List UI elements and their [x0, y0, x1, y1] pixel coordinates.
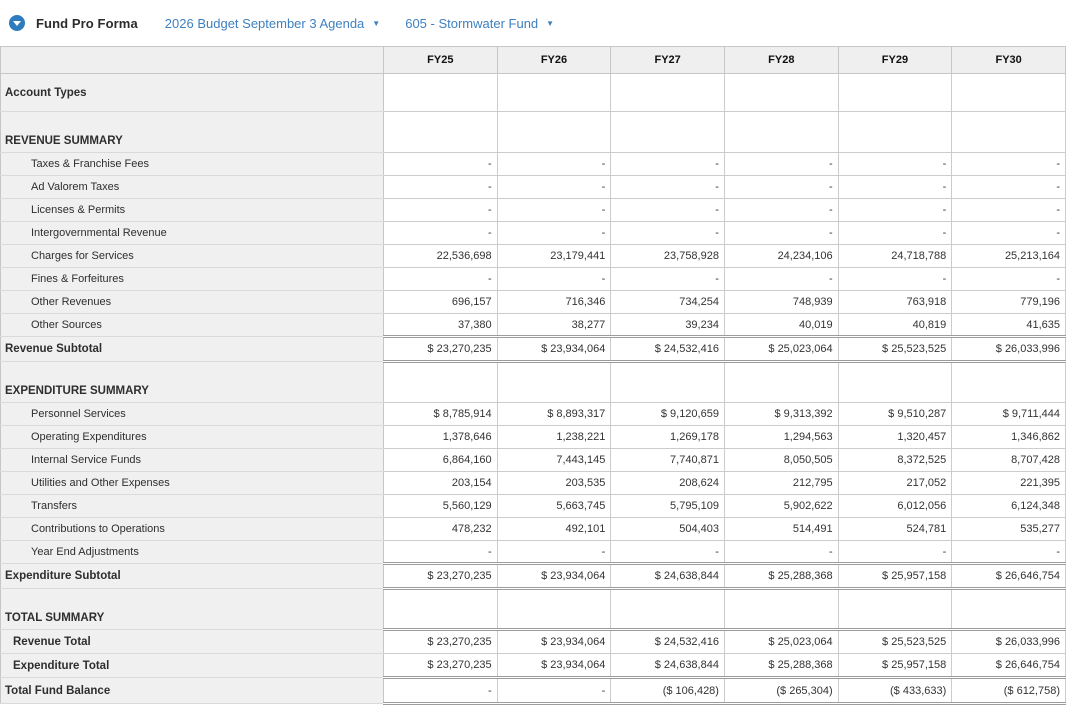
cell-value: -: [497, 268, 611, 291]
cell-value: -: [952, 153, 1066, 176]
table-row: [1, 291, 1066, 314]
table-row: [1, 199, 1066, 222]
cell-value: [952, 589, 1066, 630]
row-label: REVENUE SUMMARY: [1, 112, 384, 153]
cell-value: 8,707,428: [952, 449, 1066, 472]
row-label: Charges for Services: [1, 245, 384, 268]
cell-value: 7,740,871: [611, 449, 725, 472]
cell-value: -: [384, 678, 498, 704]
cell-value: 1,378,646: [384, 426, 498, 449]
down-triangle-icon: [13, 21, 21, 26]
cell-value: -: [384, 153, 498, 176]
cell-value: -: [384, 176, 498, 199]
cell-value: 24,234,106: [724, 245, 838, 268]
cell-value: $ 23,270,235: [384, 337, 498, 362]
cell-value: [497, 362, 611, 403]
cell-value: 1,269,178: [611, 426, 725, 449]
cell-value: $ 26,646,754: [952, 654, 1066, 678]
cell-value: 504,403: [611, 518, 725, 541]
cell-value: $ 9,510,287: [838, 403, 952, 426]
cell-value: $ 23,934,064: [497, 630, 611, 654]
header-row: [1, 47, 1066, 74]
cell-value: 1,238,221: [497, 426, 611, 449]
table-row: [1, 495, 1066, 518]
table-row: [1, 449, 1066, 472]
cell-value: -: [497, 541, 611, 564]
cell-value: 734,254: [611, 291, 725, 314]
cell-value: [838, 589, 952, 630]
row-label: Taxes & Franchise Fees: [1, 153, 384, 176]
cell-value: [952, 74, 1066, 112]
row-label: Utilities and Other Expenses: [1, 472, 384, 495]
cell-value: $ 23,270,235: [384, 630, 498, 654]
cell-value: 23,179,441: [497, 245, 611, 268]
cell-value: 24,718,788: [838, 245, 952, 268]
cell-value: 524,781: [838, 518, 952, 541]
cell-value: $ 23,934,064: [497, 654, 611, 678]
cell-value: [611, 74, 725, 112]
cell-value: $ 23,270,235: [384, 654, 498, 678]
cell-value: -: [838, 199, 952, 222]
cell-value: $ 9,711,444: [952, 403, 1066, 426]
cell-value: 478,232: [384, 518, 498, 541]
table-row: [1, 153, 1066, 176]
cell-value: -: [724, 268, 838, 291]
table-row: [1, 245, 1066, 268]
cell-value: -: [838, 541, 952, 564]
cell-value: 25,213,164: [952, 245, 1066, 268]
cell-value: -: [838, 176, 952, 199]
cell-value: 6,124,348: [952, 495, 1066, 518]
cell-value: -: [952, 268, 1066, 291]
cell-value: -: [611, 176, 725, 199]
row-label: Personnel Services: [1, 403, 384, 426]
cell-value: -: [497, 222, 611, 245]
cell-value: [838, 112, 952, 153]
column-header: FY28: [724, 47, 838, 74]
cell-value: 7,443,145: [497, 449, 611, 472]
table-row: [1, 74, 1066, 112]
cell-value: $ 9,120,659: [611, 403, 725, 426]
cell-value: ($ 265,304): [724, 678, 838, 704]
cell-value: -: [497, 678, 611, 704]
cell-value: -: [724, 222, 838, 245]
cell-value: $ 23,934,064: [497, 564, 611, 589]
cell-value: [497, 589, 611, 630]
cell-value: [497, 112, 611, 153]
cell-value: $ 25,957,158: [838, 564, 952, 589]
cell-value: [952, 112, 1066, 153]
fund-dropdown[interactable]: [405, 16, 554, 31]
table-row: [1, 518, 1066, 541]
cell-value: 217,052: [838, 472, 952, 495]
cell-value: -: [611, 222, 725, 245]
cell-value: 535,277: [952, 518, 1066, 541]
cell-value: $ 24,532,416: [611, 630, 725, 654]
table-row: [1, 630, 1066, 654]
cell-value: -: [611, 199, 725, 222]
cell-value: -: [952, 541, 1066, 564]
table-row: [1, 403, 1066, 426]
cell-value: [838, 74, 952, 112]
collapse-panel-icon[interactable]: [9, 15, 25, 31]
cell-value: 1,320,457: [838, 426, 952, 449]
table-row: [1, 112, 1066, 153]
cell-value: -: [384, 199, 498, 222]
cell-value: [724, 74, 838, 112]
row-label: Contributions to Operations: [1, 518, 384, 541]
cell-value: [611, 112, 725, 153]
cell-value: [952, 362, 1066, 403]
row-label: Other Revenues: [1, 291, 384, 314]
table-row: [1, 564, 1066, 589]
cell-value: $ 23,270,235: [384, 564, 498, 589]
cell-value: 212,795: [724, 472, 838, 495]
table-row: [1, 268, 1066, 291]
cell-value: [497, 74, 611, 112]
cell-value: 22,536,698: [384, 245, 498, 268]
cell-value: 208,624: [611, 472, 725, 495]
cell-value: $ 25,023,064: [724, 337, 838, 362]
row-label: Fines & Forfeitures: [1, 268, 384, 291]
cell-value: [838, 362, 952, 403]
row-label: Operating Expenditures: [1, 426, 384, 449]
cell-value: -: [724, 541, 838, 564]
row-label: Account Types: [1, 74, 384, 112]
cell-value: $ 9,313,392: [724, 403, 838, 426]
cell-value: $ 25,523,525: [838, 630, 952, 654]
cell-value: -: [497, 176, 611, 199]
chevron-down-icon: ▼: [372, 19, 381, 28]
pro-forma-table: [0, 46, 1066, 705]
row-label: Year End Adjustments: [1, 541, 384, 564]
cell-value: [384, 112, 498, 153]
cell-value: -: [952, 222, 1066, 245]
cell-value: 716,346: [497, 291, 611, 314]
cell-value: [611, 362, 725, 403]
cell-value: 748,939: [724, 291, 838, 314]
chevron-down-icon: ▼: [546, 19, 555, 28]
cell-value: [384, 74, 498, 112]
cell-value: [384, 589, 498, 630]
cell-value: ($ 612,758): [952, 678, 1066, 704]
row-label: Ad Valorem Taxes: [1, 176, 384, 199]
table-row: [1, 176, 1066, 199]
table-row: [1, 337, 1066, 362]
column-header: FY29: [838, 47, 952, 74]
cell-value: $ 25,957,158: [838, 654, 952, 678]
table-row: [1, 678, 1066, 704]
cell-value: 5,902,622: [724, 495, 838, 518]
table-row: [1, 654, 1066, 678]
cell-value: 41,635: [952, 314, 1066, 337]
cell-value: 38,277: [497, 314, 611, 337]
cell-value: $ 8,893,317: [497, 403, 611, 426]
table-row: [1, 314, 1066, 337]
cell-value: -: [497, 199, 611, 222]
row-label: EXPENDITURE SUMMARY: [1, 362, 384, 403]
cell-value: -: [952, 199, 1066, 222]
row-label: Expenditure Total: [1, 654, 384, 678]
table-header: [1, 47, 1066, 74]
cell-value: 6,012,056: [838, 495, 952, 518]
cell-value: 39,234: [611, 314, 725, 337]
cell-value: $ 25,288,368: [724, 564, 838, 589]
cell-value: 1,346,862: [952, 426, 1066, 449]
cell-value: [724, 362, 838, 403]
row-label: Revenue Total: [1, 630, 384, 654]
table-row: [1, 222, 1066, 245]
corner-header-cell: [1, 47, 384, 74]
cell-value: 203,535: [497, 472, 611, 495]
cell-value: [724, 112, 838, 153]
cell-value: $ 24,638,844: [611, 564, 725, 589]
cell-value: -: [838, 268, 952, 291]
cell-value: 514,491: [724, 518, 838, 541]
row-label: Expenditure Subtotal: [1, 564, 384, 589]
cell-value: $ 26,033,996: [952, 630, 1066, 654]
cell-value: 221,395: [952, 472, 1066, 495]
cell-value: -: [611, 541, 725, 564]
row-label: Transfers: [1, 495, 384, 518]
cell-value: 6,864,160: [384, 449, 498, 472]
cell-value: 40,019: [724, 314, 838, 337]
cell-value: 8,372,525: [838, 449, 952, 472]
cell-value: $ 24,532,416: [611, 337, 725, 362]
cell-value: 779,196: [952, 291, 1066, 314]
cell-value: 763,918: [838, 291, 952, 314]
cell-value: 203,154: [384, 472, 498, 495]
cell-value: $ 25,523,525: [838, 337, 952, 362]
table-row: [1, 589, 1066, 630]
cell-value: $ 24,638,844: [611, 654, 725, 678]
cell-value: -: [611, 153, 725, 176]
cell-value: $ 23,934,064: [497, 337, 611, 362]
cell-value: [384, 362, 498, 403]
table-row: [1, 426, 1066, 449]
cell-value: 40,819: [838, 314, 952, 337]
column-header: FY26: [497, 47, 611, 74]
column-header: FY27: [611, 47, 725, 74]
cell-value: 37,380: [384, 314, 498, 337]
cell-value: 8,050,505: [724, 449, 838, 472]
top-bar: [0, 0, 1066, 46]
fund-dropdown-label: 605 - Stormwater Fund: [405, 15, 539, 31]
table-row: [1, 472, 1066, 495]
cell-value: [724, 589, 838, 630]
cell-value: -: [384, 222, 498, 245]
cell-value: -: [724, 199, 838, 222]
cell-value: -: [838, 153, 952, 176]
row-label: Other Sources: [1, 314, 384, 337]
row-label: Licenses & Permits: [1, 199, 384, 222]
row-label: Intergovernmental Revenue: [1, 222, 384, 245]
cell-value: 23,758,928: [611, 245, 725, 268]
cell-value: $ 25,023,064: [724, 630, 838, 654]
column-header: FY30: [952, 47, 1066, 74]
pro-forma-table-body: [1, 74, 1066, 704]
table-row: [1, 362, 1066, 403]
row-label: Revenue Subtotal: [1, 337, 384, 362]
row-label: Total Fund Balance: [1, 678, 384, 704]
cell-value: -: [952, 176, 1066, 199]
cell-value: [611, 589, 725, 630]
cell-value: 5,560,129: [384, 495, 498, 518]
cell-value: 5,663,745: [497, 495, 611, 518]
cell-value: 696,157: [384, 291, 498, 314]
cell-value: 492,101: [497, 518, 611, 541]
cell-value: ($ 433,633): [838, 678, 952, 704]
cell-value: ($ 106,428): [611, 678, 725, 704]
row-label: Internal Service Funds: [1, 449, 384, 472]
cell-value: -: [611, 268, 725, 291]
cell-value: 5,795,109: [611, 495, 725, 518]
cell-value: -: [384, 268, 498, 291]
column-header: FY25: [384, 47, 498, 74]
cell-value: $ 8,785,914: [384, 403, 498, 426]
cell-value: -: [497, 153, 611, 176]
cell-value: $ 26,646,754: [952, 564, 1066, 589]
row-label: TOTAL SUMMARY: [1, 589, 384, 630]
cell-value: -: [384, 541, 498, 564]
cell-value: $ 25,288,368: [724, 654, 838, 678]
budget-dropdown[interactable]: [165, 16, 380, 31]
cell-value: $ 26,033,996: [952, 337, 1066, 362]
cell-value: 1,294,563: [724, 426, 838, 449]
cell-value: -: [724, 176, 838, 199]
cell-value: -: [838, 222, 952, 245]
page-title: Fund Pro Forma: [36, 15, 138, 31]
cell-value: -: [724, 153, 838, 176]
budget-dropdown-label: 2026 Budget September 3 Agenda: [164, 15, 365, 31]
table-row: [1, 541, 1066, 564]
